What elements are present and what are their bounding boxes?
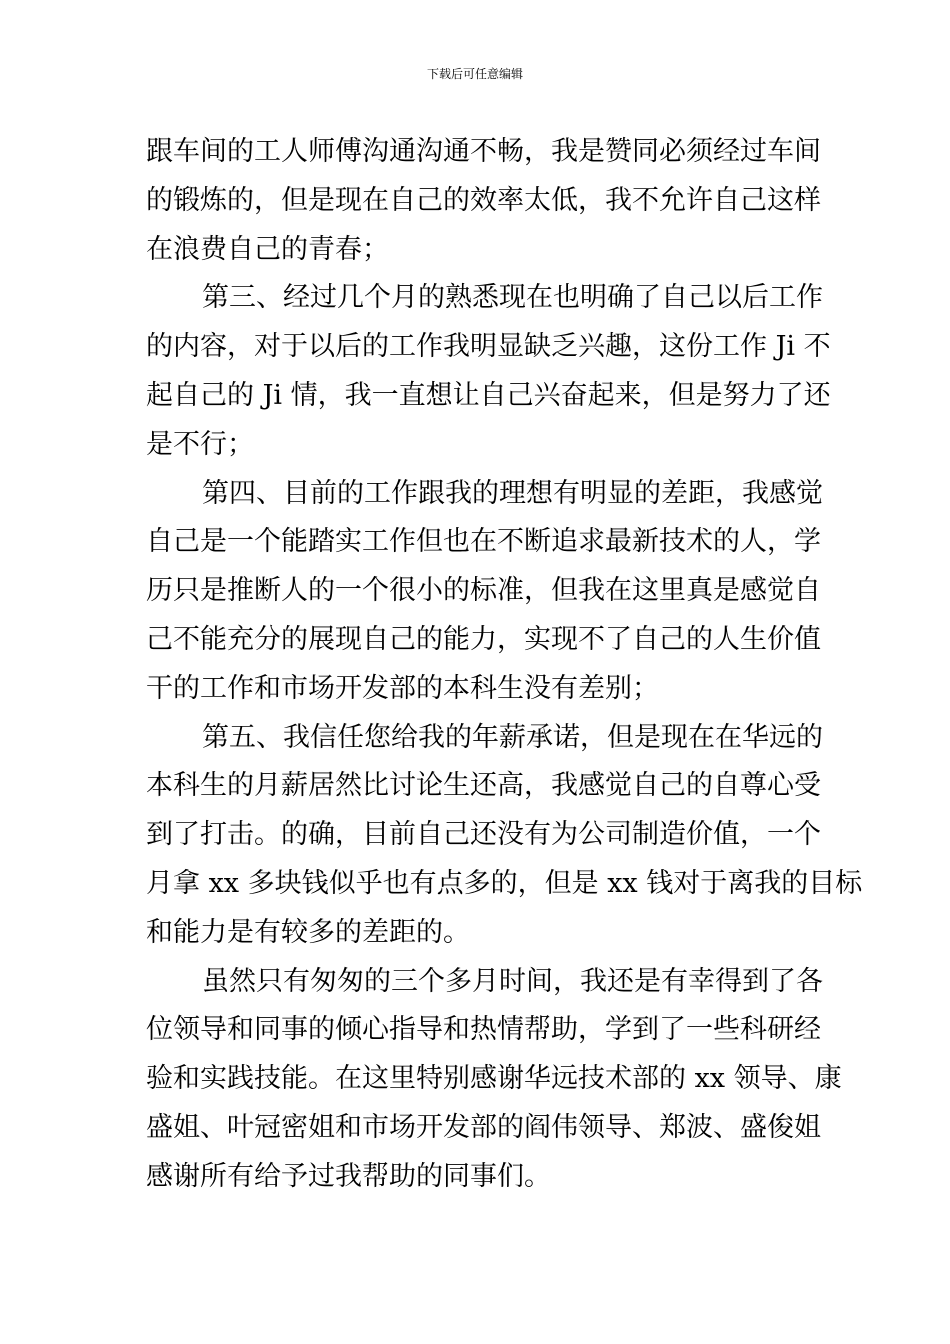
text-line: 干的工作和市场开发部的本科生没有差别； [146,672,659,704]
text-line: 是不行； [146,428,254,460]
text-line: 己不能充分的展现自己的能力，实现不了自己的人生价值 [146,623,821,655]
text-line: 历只是推断人的一个很小的标准，但我在这里真是感觉自 [146,575,821,607]
text-line: 的内容，对于以后的工作我明显缺乏兴趣，这份工作 Ji 不 [146,331,831,363]
text-line: 到了打击。的确，目前自己还没有为公司制造价值，一个 [146,819,821,851]
text-line: 在浪费自己的青春； [146,233,389,265]
text-line: 位领导和同事的倾心指导和热情帮助，学到了一些科研经 [146,1014,821,1046]
text-line: 感谢所有给予过我帮助的同事们。 [146,1160,551,1192]
text-line: 起自己的 Ji 情，我一直想让自己兴奋起来，但是努力了还 [146,379,831,411]
paragraph-start-line: 第三、经过几个月的熟悉现在也明确了自己以后工作 [202,282,823,314]
paragraph-start-line: 虽然只有匆匆的三个多月时间，我还是有幸得到了各 [202,965,823,997]
paragraph-start-line: 第四、目前的工作跟我的理想有明显的差距，我感觉 [202,477,823,509]
page-header-note: 下载后可任意编辑 [426,67,523,81]
text-line: 自己是一个能踏实工作但也在不断追求最新技术的人，学 [146,526,821,558]
text-line: 验和实践技能。在这里特别感谢华远技术部的 xx 领导、康 [146,1063,842,1095]
text-line: 的锻炼的，但是现在自己的效率太低，我不允许自己这样 [146,184,821,216]
text-line: 和能力是有较多的差距的。 [146,916,470,948]
document-body [146,128,863,1202]
text-line: 本科生的月薪居然比讨论生还高，我感觉自己的自尊心受 [146,770,821,802]
paragraph-start-line: 第五、我信任您给我的年薪承诺，但是现在在华远的 [202,721,823,753]
text-line: 月拿 xx 多块钱似乎也有点多的，但是 xx 钱对于离我的目标 [146,867,863,899]
text-line: 跟车间的工人师傅沟通沟通不畅，我是赞同必须经过车间 [146,136,821,167]
text-line: 盛姐、叶冠密姐和市场开发部的阎伟领导、郑波、盛俊姐 [146,1111,821,1143]
